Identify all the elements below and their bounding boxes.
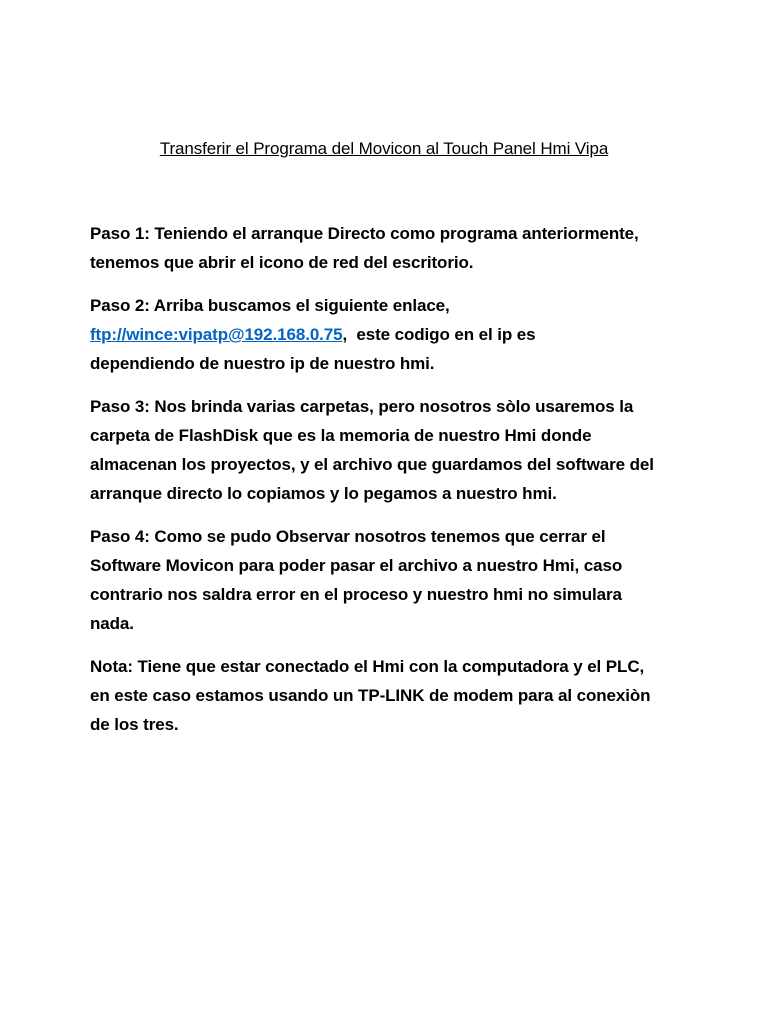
paso-3-line-1: Paso 3: Nos brinda varias carpetas, pero nosotros sòlo usaremos la	[90, 397, 634, 416]
paragraph-paso-4	[90, 522, 690, 638]
paso-1-line-2: tenemos que abrir el icono de red del escritorio.	[90, 253, 474, 272]
paso-3-line-2: carpeta de FlashDisk que es la memoria de nuestro Hmi donde	[90, 426, 592, 445]
paso-2-line-3: dependiendo de nuestro ip de nuestro hmi.	[90, 354, 435, 373]
paso-4-line-3: contrario nos saldra error en el proceso y nuestro hmi no simulara	[90, 585, 622, 604]
paso-1-line-1: Paso 1: Teniendo el arranque Directo como programa anteriormente,	[90, 224, 639, 243]
paso-4-line-2: Software Movicon para poder pasar el archivo a nuestro Hmi, caso	[90, 556, 623, 575]
paso-3-line-3: almacenan los proyectos, y el archivo que guardamos del software del	[90, 455, 654, 474]
paso-2-line-2-text: , este codigo en el ip es	[342, 325, 536, 344]
paso-2-line-2	[90, 320, 690, 349]
paragraph-paso-2	[90, 291, 690, 378]
paragraph-nota	[90, 652, 690, 739]
document-title: Transferir el Programa del Movicon al Touch Panel Hmi Vipa	[159, 139, 609, 158]
nota-line-1: Nota: Tiene que estar conectado el Hmi con la computadora y el PLC,	[90, 657, 645, 676]
ftp-link[interactable]: ftp://wince:vipatp@192.168.0.75	[90, 325, 343, 344]
paso-3-line-4: arranque directo lo copiamos y lo pegamos a nuestro hmi.	[90, 484, 557, 503]
paso-4-line-4: nada.	[90, 614, 134, 633]
paso-4-line-1: Paso 4: Como se pudo Observar nosotros tenemos que cerrar el	[90, 527, 606, 546]
nota-line-2: en este caso estamos usando un TP-LINK de modem para al conexiòn	[90, 686, 651, 705]
document-body	[90, 219, 690, 753]
paragraph-paso-1	[90, 219, 690, 277]
nota-line-3: de los tres.	[90, 715, 179, 734]
paragraph-paso-3	[90, 392, 690, 508]
paso-2-line-1: Paso 2: Arriba buscamos el siguiente enlace,	[90, 296, 450, 315]
